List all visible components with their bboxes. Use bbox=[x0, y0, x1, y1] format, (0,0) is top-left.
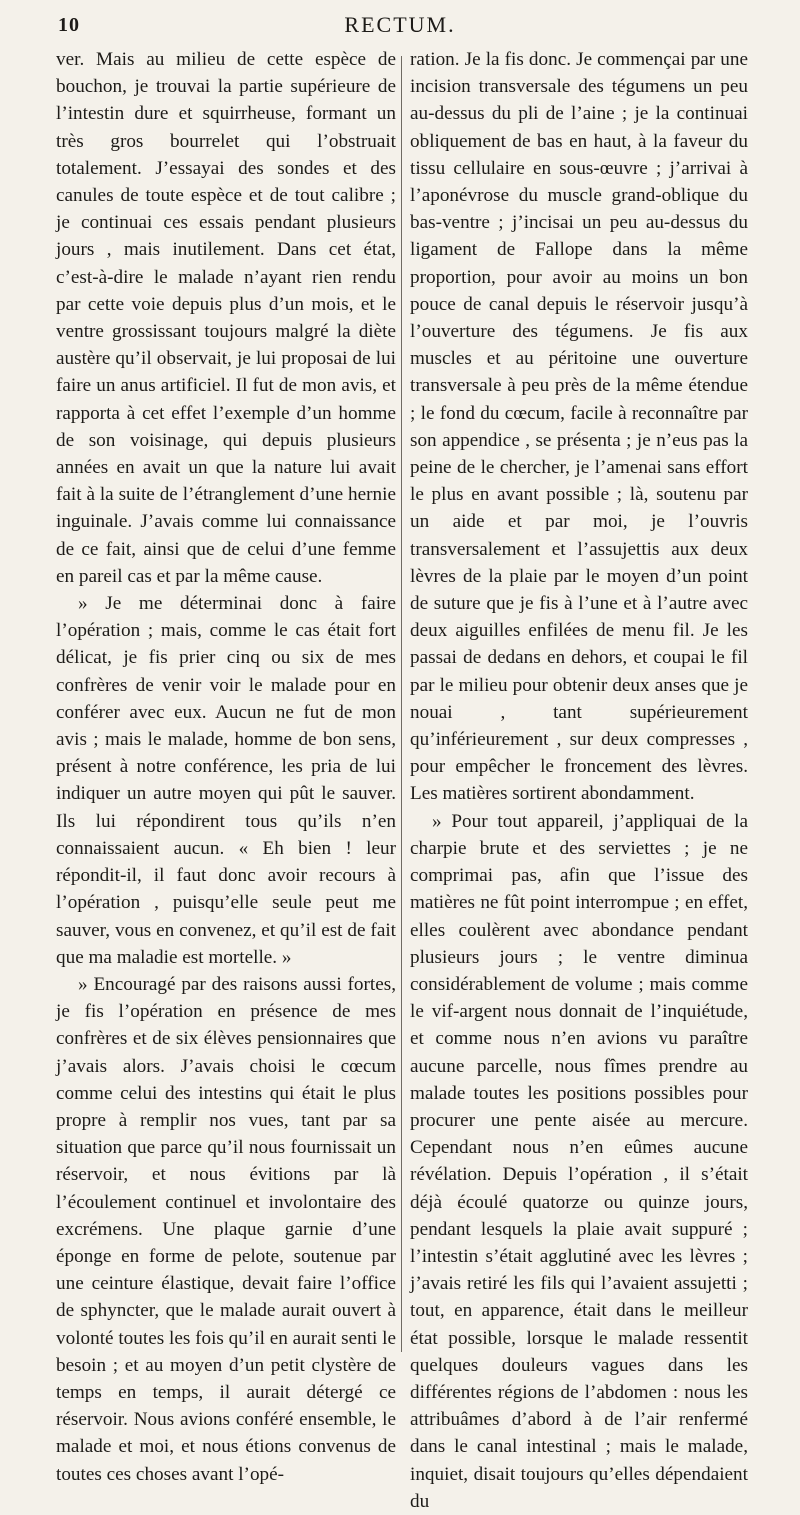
page-header bbox=[46, 10, 754, 44]
paragraph: » Encouragé par des raisons aussi fortes, je fis l’opération en présence de mes confrères et de six élèves pensionnaires que j’avais alors. J’avais choisi le cœcum comme celui des intestins qui était le plus propre à remplir nos vues, tant par sa situation que parce qu’il nous fournissait un réservoir, et nous évitions par là l’écoulement continuel et involontaire des excrémens. Une plaque garnie d’une éponge en forme de pelote, soutenue par une ceinture élastique, devait faire l’office de sphyncter, que le malade aurait ouvert à volonté toutes les fois qu’il en aurait senti le besoin ; et au moyen d’un petit clystère de temps en temps, il aurait détergé ce réservoir. Nous avions conféré ensemble, le malade et moi, et nous étions convenus de toutes ces choses avant l’opé- bbox=[56, 973, 396, 1485]
paragraph: ration. Je la fis donc. Je commençai par une incision transversale des tégumens un peu au-dessus du pli de l’aine ; je la continuai obliquement de bas en haut, à la faveur du tissu cellulaire en sous-œuvre ; j’arrivai à l’aponévrose du muscle grand-oblique du bas-ventre ; j’incisai un peu au-dessus du ligament de Fallope dans la même proportion, pour avoir au moins un bon pouce de canal depuis le réservoir jusqu’à l’ouverture des tégumens. Je fis aux muscles et au péritoine une ouverture transversale à peu près de la même étendue ; le fond du cœcum, facile à reconnaître par son appendice , se présenta ; je n’eus pas la peine de le chercher, je l’amenai sans effort le plus en avant possible ; là, soutenu par un aide et par moi, je l’ouvris transversalement et l’assujettis aux deux lèvres de la plaie par le moyen d’un point de suture que je fis à l’une et à l’autre avec deux aiguilles enfilées de menu fil. Je les passai de dedans en dehors, et coupai le fil par le milieu pour obtenir deux anses que je nouai , tant supérieurement qu’inférieurement , sur deux compresses , pour empêcher le froncement des lèvres. Les matières sortirent abondamment. bbox=[410, 49, 748, 805]
page-number: 10 bbox=[58, 14, 80, 36]
paragraph: ver. Mais au milieu de cette espèce de bouchon, je trouvai la partie supérieure de l’intestin dure et squirrheuse, formant un très gros bourrelet qui l’obstruait totalement. J’essayai des sondes et des canules de toute espèce et de tout calibre ; je continuai ces essais pendant plusieurs jours , mais inutilement. Dans cet état, c’est-à-dire le malade n’ayant rien rendu par cette voie depuis plus d’un mois, et le ventre grossissant toujours malgré la diète austère qu’il observait, je lui proposai de lui faire un anus artificiel. Il fut de mon avis, et rapporta à cet effet l’exemple d’un homme de son voisinage, qui depuis plusieurs années en avait un que la nature lui avait fait à la suite de l’étranglement d’une hernie inguinale. J’avais comme lui connaissance de ce fait, ainsi que de celui d’une femme en pareil cas et par la même cause. bbox=[56, 49, 396, 587]
running-title: RECTUM. bbox=[344, 12, 456, 37]
column-divider bbox=[401, 56, 402, 1352]
paragraph: » Pour tout appareil, j’appliquai de la charpie brute et des serviettes ; je ne comprimai pas, afin que l’issue des matières ne fût point interrompue ; en effet, elles coulèrent avec abondance pendant plusieurs jours ; le ventre diminua considérablement de volume ; mais comme le vif-argent nous donnait de l’inquiétude, et comme nous n’en avions vu paraître aucune parcelle, nous fîmes prendre au malade toutes les positions possibles pour procurer une pente aisée au mercure. Cependant nous n’en eûmes aucune révélation. Depuis l’opération , il s’était déjà écoulé quatorze ou quinze jours, pendant lesquels la plaie avait suppuré ; l’intestin s’était agglutiné avec les lèvres ; j’avais retiré les fils qui l’avaient assujetti ; tout, en apparence, était dans le meilleur état possible, lorsque le malade ressentit quelques douleurs vagues dans les différentes régions de l’abdomen : nous les attribuâmes d’abord à de l’air renfermé dans le canal intestinal ; mais le malade, inquiet, disait toujours qu’elles dépendaient du bbox=[410, 810, 748, 1512]
right-column bbox=[410, 46, 748, 1515]
left-column bbox=[56, 46, 396, 1488]
paragraph: » Je me déterminai donc à faire l’opération ; mais, comme le cas était fort délicat, je fis prier cinq ou six de mes confrères de venir voir le malade pour en conférer avec eux. Aucun ne fut de mon avis ; mais le malade, homme de bon sens, présent à notre conférence, les pria de lui indiquer un autre moyen qui pût le sauver. Ils lui répondirent tous qu’ils n’en connaissaient aucun. « Eh bien ! leur répondit-il, il faut donc avoir recours à l’opération , puisqu’elle seule peut me sauver, vous en convenez, et qu’il est de fait que ma maladie est mortelle. » bbox=[56, 593, 396, 968]
